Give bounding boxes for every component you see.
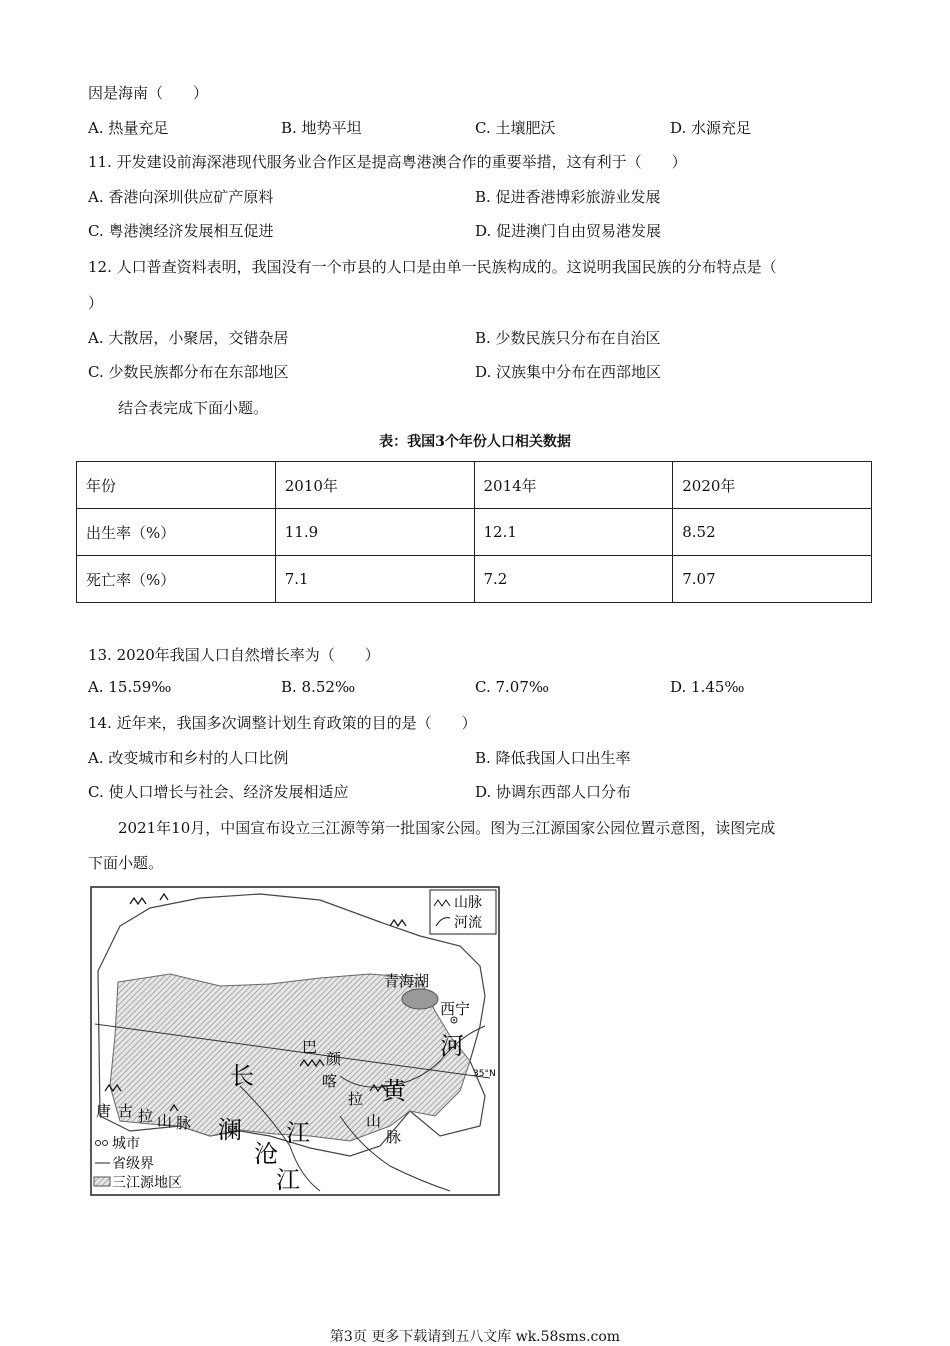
river-label-jiang: 江 [286,1119,310,1147]
table-cell: 12.1 [474,509,673,556]
population-table [76,461,872,603]
q14-option-b[interactable]: B. 降低我国人口出生率 [475,749,631,767]
q12-option-d[interactable]: D. 汉族集中分布在西部地区 [475,363,662,381]
q11-option-c[interactable]: C. 粤港澳经济发展相互促进 [88,222,274,240]
table-cell: 2014年 [474,462,673,509]
q12-option-c[interactable]: C. 少数民族都分布在东部地区 [88,363,289,381]
table-intro: 结合表完成下面小题。 [118,399,269,417]
region-legend-icon [94,1177,110,1186]
range-label-gu: 古 [118,1102,134,1120]
range-label-ba: 巴 [302,1038,318,1056]
map-intro-cont: 下面小题。 [88,854,164,872]
map-intro: 2021年10月，中国宣布设立三江源等第一批国家公园。图为三江源国家公园位置示意图，读图完成 [118,819,776,837]
river-label-chang: 长 [230,1062,254,1090]
range-label-ka: 喀 [322,1072,338,1090]
q11-stem: 11. 开发建设前海深港现代服务业合作区是提高粤港澳合作的重要举措，这有利于（ ） [88,153,687,171]
table-cell: 年份 [77,462,276,509]
q14-option-d[interactable]: D. 协调东西部人口分布 [475,783,632,801]
table-cell: 7.2 [474,556,673,603]
table-cell: 2020年 [673,462,872,509]
table-row [77,556,872,603]
q10-option-c[interactable]: C. 土壤肥沃 [475,119,556,137]
q12-stem-cont: ） [88,294,104,312]
legend-border: 省级界 [112,1156,154,1172]
q10-option-d[interactable]: D. 水源充足 [670,119,752,137]
range-label-mai: 脉 [386,1128,402,1146]
table-cell: 11.9 [275,509,474,556]
latitude-label: 35°N [473,1069,496,1079]
page-footer: 第3页 更多下载请到五八文库 wk.58sms.com [329,1329,621,1345]
q10-option-a[interactable]: A. 热量充足 [88,119,169,137]
q12-stem: 12. 人口普查资料表明，我国没有一个市县的人口是由单一民族构成的。这说明我国民族的分布特点是（ [88,258,777,276]
range-label-la: 拉 [348,1090,364,1108]
range-label-yan: 颜 [326,1050,342,1068]
range-label-shan-2: 山 [157,1112,173,1130]
q12-option-b[interactable]: B. 少数民族只分布在自治区 [475,329,661,347]
table-cell: 8.52 [673,509,872,556]
q11-option-b[interactable]: B. 促进香港博彩旅游业发展 [475,188,661,206]
q12-option-a[interactable]: A. 大散居，小聚居，交错杂居 [88,329,289,347]
legend-city: 城市 [112,1136,140,1152]
table-cell: 7.1 [275,556,474,603]
range-label-tang: 唐 [96,1102,112,1120]
table-caption: 表：我国3个年份人口相关数据 [379,434,571,450]
river-label-huang: 黄 [382,1077,406,1105]
legend-mountain: 山脉 [454,895,482,911]
q11-option-d[interactable]: D. 促进澳门自由贸易港发展 [475,222,662,240]
sanjiangyuan-map [90,886,500,1196]
city-legend-icon [96,1141,101,1146]
q13-option-d[interactable]: D. 1.45‰ [670,678,745,696]
qinghai-lake [402,989,438,1009]
q14-stem: 14. 近年来，我国多次调整计划生育政策的目的是（ ） [88,714,477,732]
range-label-shan: 山 [366,1112,382,1130]
q14-option-c[interactable]: C. 使人口增长与社会、经济发展相适应 [88,783,349,801]
table-row [77,509,872,556]
range-label-mai-2: 脉 [176,1114,192,1132]
city-label: 西宁 [440,1000,471,1018]
legend-river: 河流 [454,915,482,931]
river-label-cang: 沧 [254,1140,278,1168]
table-cell: 死亡率（%） [77,556,276,603]
range-label-la-2: 拉 [138,1107,154,1125]
q11-option-a[interactable]: A. 香港向深圳供应矿产原料 [88,188,274,206]
legend-region: 三江源地区 [112,1175,182,1191]
question-stem-continuation: 因是海南（ ） [88,84,209,102]
q13-stem: 13. 2020年我国人口自然增长率为（ ） [88,646,380,664]
river-label-jiang-2: 江 [276,1166,300,1194]
table-cell: 2010年 [275,462,474,509]
q10-option-b[interactable]: B. 地势平坦 [281,119,362,137]
lake-label: 青海湖 [384,972,430,990]
q13-option-b[interactable]: B. 8.52‰ [281,678,356,696]
table-cell: 出生率（%） [77,509,276,556]
q14-option-a[interactable]: A. 改变城市和乡村的人口比例 [88,749,289,767]
river-label-lan: 澜 [218,1116,242,1144]
q13-option-a[interactable]: A. 15.59‰ [88,678,172,696]
table-row [77,462,872,509]
river-label-he: 河 [440,1032,464,1060]
q13-option-c[interactable]: C. 7.07‰ [475,678,550,696]
table-cell: 7.07 [673,556,872,603]
